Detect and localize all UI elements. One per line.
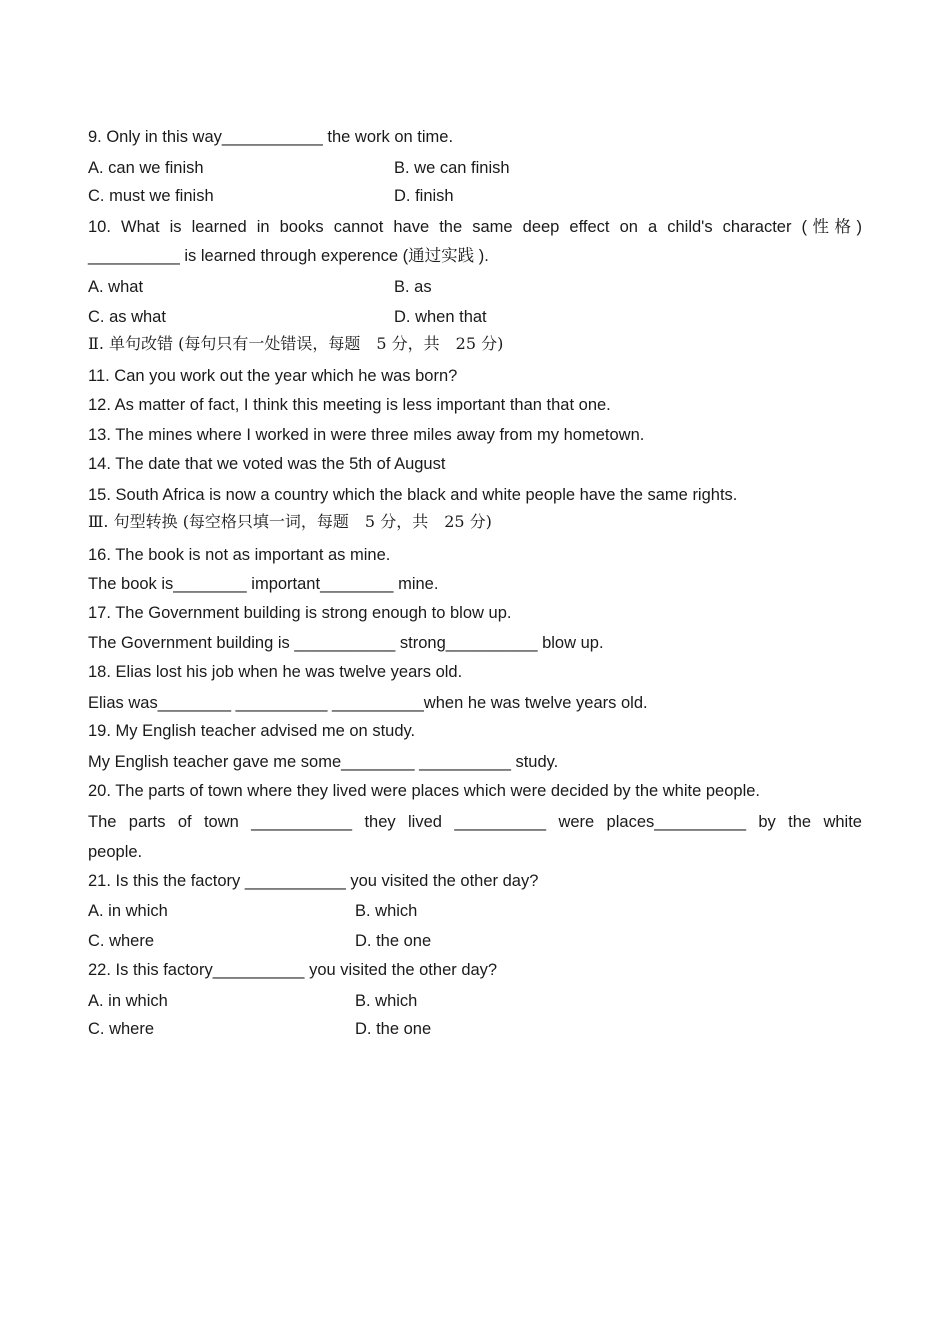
question-16-answer: The book is________ important________ mine.	[88, 575, 439, 593]
question-21-option-a: A. in which	[88, 902, 168, 920]
question-12: 12. As matter of fact, I think this meeting is less important than that one.	[88, 396, 611, 414]
question-16: 16. The book is not as important as mine.	[88, 546, 391, 564]
question-10-option-c: C. as what	[88, 308, 166, 326]
question-18: 18. Elias lost his job when he was twelve years old.	[88, 663, 463, 681]
question-14: 14. The date that we voted was the 5th of August	[88, 455, 446, 473]
question-22-stem: 22. Is this factory__________ you visited the other day?	[88, 961, 498, 979]
question-20-answer-line1: The parts of town ___________ they lived __________ were places__________ by the white	[88, 813, 862, 831]
question-15: 15. South Africa is now a country which the black and white people have the same rights.	[88, 486, 738, 504]
question-21-option-b: B. which	[355, 902, 418, 920]
question-22-option-d: D. the one	[355, 1020, 432, 1038]
question-10-stem-line2: __________ is learned through experence (通过实践 ).	[88, 247, 489, 265]
question-9-option-c: C. must we finish	[88, 187, 214, 205]
question-20: 20. The parts of town where they lived were places which were decided by the white people.	[88, 782, 760, 800]
question-19-answer: My English teacher gave me some________ __________ study.	[88, 753, 559, 771]
question-21-stem: 21. Is this the factory ___________ you visited the other day?	[88, 872, 539, 890]
question-22-option-c: C. where	[88, 1020, 155, 1038]
question-20-answer-line2: people.	[88, 843, 143, 861]
question-9-option-a: A. can we finish	[88, 159, 204, 177]
question-22-option-a: A. in which	[88, 992, 168, 1010]
question-10-option-b: B. as	[394, 278, 432, 296]
question-21-option-c: C. where	[88, 932, 155, 950]
question-18-answer: Elias was________ __________ __________when he was twelve years old.	[88, 694, 648, 712]
question-19: 19. My English teacher advised me on study.	[88, 722, 416, 740]
question-21-option-d: D. the one	[355, 932, 432, 950]
question-22-option-b: B. which	[355, 992, 418, 1010]
question-13: 13. The mines where I worked in were three miles away from my hometown.	[88, 426, 645, 444]
question-9-option-b: B. we can finish	[394, 159, 510, 177]
question-9-stem: 9. Only in this way___________ the work on time.	[88, 128, 454, 146]
question-17-answer: The Government building is ___________ strong__________ blow up.	[88, 634, 604, 652]
question-10-option-d: D. when that	[394, 308, 487, 326]
question-9-option-d: D. finish	[394, 187, 454, 205]
section-2-heading: Ⅱ. 单句改错 (每句只有一处错误，每题 5 分，共 25 分)	[88, 334, 504, 353]
section-3-heading: Ⅲ. 句型转换 (每空格只填一词，每题 5 分，共 25 分)	[88, 512, 492, 531]
question-11: 11. Can you work out the year which he was born?	[88, 367, 458, 385]
question-10-stem-line1: 10. What is learned in books cannot have the same deep effect on a child's character (性格)	[88, 218, 862, 236]
question-17: 17. The Government building is strong enough to blow up.	[88, 604, 512, 622]
question-10-option-a: A. what	[88, 278, 144, 296]
